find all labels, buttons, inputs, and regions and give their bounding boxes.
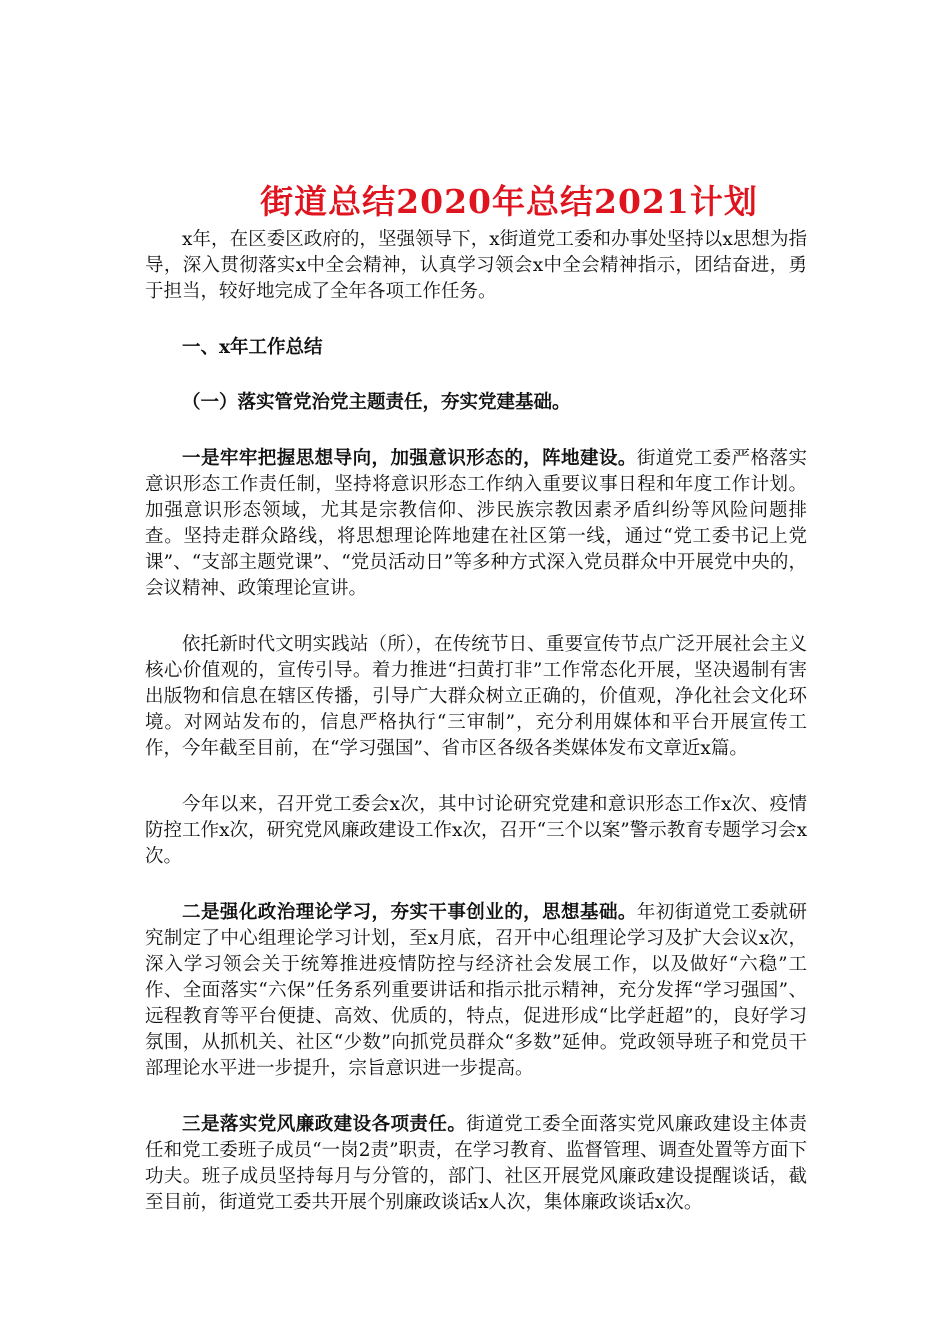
paragraph-ideology — [145, 446, 807, 602]
paragraph-lead: 二是强化政治理论学习，夯实干事创业的，思想基础。 — [182, 902, 637, 923]
section-heading: 一、x年工作总结 — [182, 337, 323, 358]
paragraph-theory-study — [145, 900, 807, 1082]
paragraph-civilization-practice: 依托新时代文明实践站（所），在传统节日、重要宣传节点广泛开展社会主义核心价值观的，宣传引导。着力推进“扫黄打非”工作常态化开展，坚决遏制有害出版物和信息在辖区传播，引导广大群众树立正确的，价值观，净化社会文化环境。对网站发布的，信息严格执行“三审制”，充分利用媒体和平台开展宣传工作，今年截至目前，在“学习强国”、省市区各级各类媒体发布文章近x篇。 — [145, 634, 807, 759]
paragraph-body: 街道党工委严格落实意识形态工作责任制，坚持将意识形态工作纳入重要议事日程和年度工作计划。加强意识形态领域，尤其是宗教信仰、涉民族宗教因素矛盾纠纷等风险问题排查。坚持走群众路线，将思想理论阵地建在社区第一线，通过“党工委书记上党课”、“支部主题党课”、“党员活动日”等多种方式深入党员群众中开展党中央的，会议精神、政策理论宣讲。 — [145, 448, 807, 599]
paragraph-lead: 三是落实党风廉政建设各项责任。 — [182, 1114, 467, 1135]
paragraph-body: 年初街道党工委就研究制定了中心组理论学习计划，至x月底，召开中心组理论学习及扩大会议x次，深入学习领会关于统筹推进疫情防控与经济社会发展工作，以及做好“六稳”工作、全面落实“六保”任务系列重要讲话和指示批示精神，充分发挥“学习强国”、远程教育等平台便捷、高效、优质的，特点，促进形成“比学赶超”的，良好学习氛围，从抓机关、社区“少数”向抓党员群众“多数”延伸。党政领导班子和党员干部理论水平进一步提升，宗旨意识进一步提高。 — [145, 902, 807, 1079]
document-title: 街道总结2020年总结2021计划 — [260, 182, 758, 222]
paragraph-lead: 一是牢牢把握思想导向，加强意识形态的，阵地建设。 — [182, 448, 637, 469]
paragraph-integrity — [145, 1112, 807, 1216]
paragraph-body: 街道党工委全面落实党风廉政建设主体责任和党工委班子成员“一岗2责”职责，在学习教育、监督管理、调查处置等方面下功夫。班子成员坚持每月与分管的，部门、社区开展党风廉政建设提醒谈话，截至目前，街道党工委共开展个别廉政谈话x人次，集体廉政谈话x次。 — [145, 1114, 807, 1213]
document-body — [145, 227, 807, 1246]
subsection-heading: （一）落实管党治党主题责任，夯实党建基础。 — [182, 392, 571, 413]
intro-paragraph: x年，在区委区政府的，坚强领导下，x街道党工委和办事处坚持以x思想为指导，深入贯彻落实x中全会精神，认真学习领会x中全会精神指示，团结奋进，勇于担当，较好地完成了全年各项工作任务。 — [145, 229, 807, 302]
paragraph-meetings: 今年以来，召开党工委会x次，其中讨论研究党建和意识形态工作x次、疫情防控工作x次，研究党风廉政建设工作x次，召开“三个以案”警示教育专题学习会x次。 — [145, 794, 807, 867]
